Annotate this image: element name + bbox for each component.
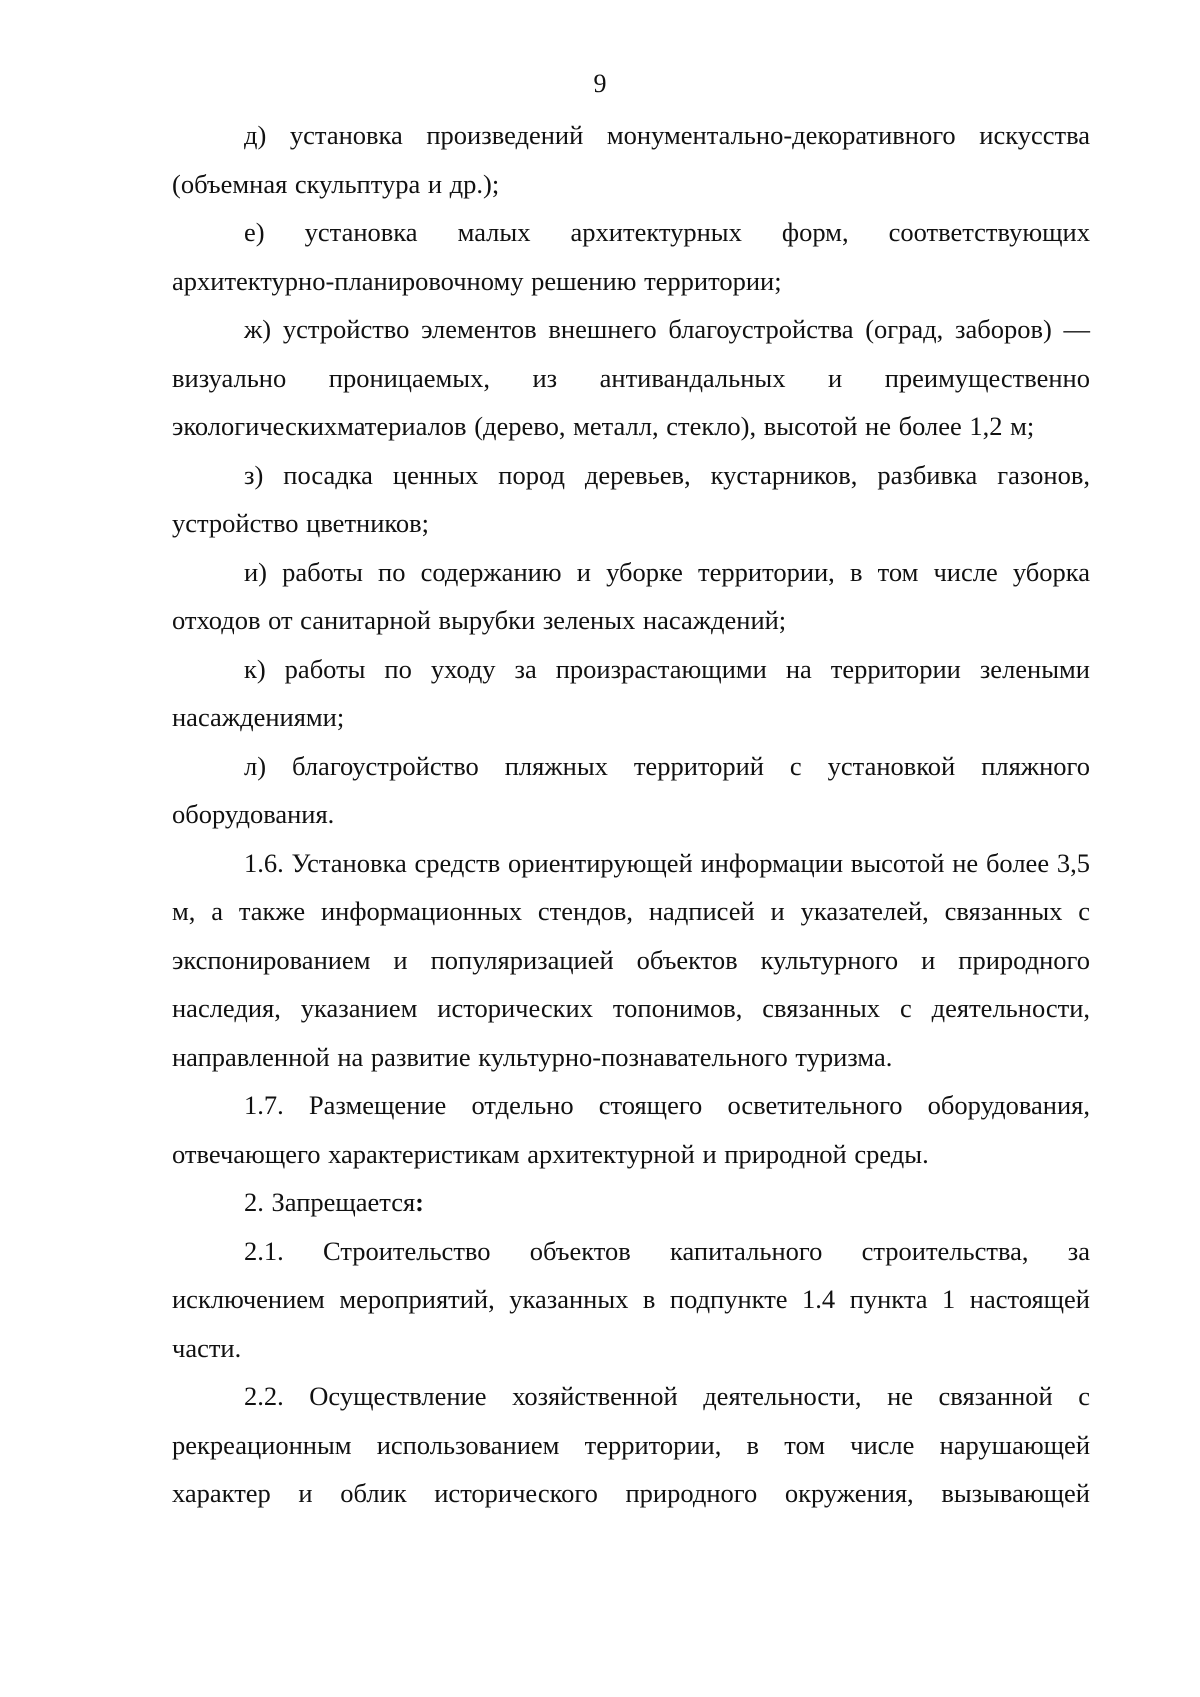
section-heading-2-colon: : xyxy=(415,1187,424,1217)
paragraph-2-2: 2.2. Осуществление хозяйственной деятельности, не связанной с рекреационным использованием территории, в том числе нарушающей характер и облик исторического природного окружения, вызывающей xyxy=(172,1381,1090,1508)
section-heading-2 xyxy=(172,1178,1090,1227)
section-heading-2-text: 2. Запрещается xyxy=(244,1187,416,1217)
paragraph-1-7: 1.7. Размещение отдельно стоящего осветительного оборудования, отвечающего характеристикам архитектурной и природной среды. xyxy=(172,1090,1090,1169)
page-number: 9 xyxy=(593,69,607,98)
paragraph-2-1: 2.1. Строительство объектов капитального строительства, за исключением мероприятий, указанных в подпункте 1.4 пункта 1 настоящей части. xyxy=(172,1235,1090,1363)
paragraph-1-6: 1.6. Установка средств ориентирующей информации высотой не более 3,5 м, а также информационных стендов, надписей и указателей, связанных с экспонированием и популяризацией объектов культурного и природного наследия, указанием исторических топонимов, связанных с деятельности, направленной на развитие культурно-познавательного туризма. xyxy=(172,847,1090,1072)
paragraph-item-z: з) посадка ценных пород деревьев, кустарников, разбивка газонов, устройство цветников; xyxy=(172,459,1090,538)
paragraph-item-i: и) работы по содержанию и уборке территории, в том числе уборка отходов от санитарной вырубки зеленых насаждений; xyxy=(172,556,1090,635)
paragraph-item-l: л) благоустройство пляжных территорий с установкой пляжного оборудования. xyxy=(172,750,1090,829)
paragraph-item-zh: ж) устройство элементов внешнего благоустройства (оград, заборов) — визуально проницаемых, из антивандальных и преимущественно экологическихматериалов (дерево, металл, стекло), высотой не более 1,2 м; xyxy=(172,314,1090,441)
paragraph-item-e: е) установка малых архитектурных форм, соответствующих архитектурно-планировочному решению территории; xyxy=(172,217,1090,296)
paragraph-item-k: к) работы по уходу за произрастающими на территории зелеными насаждениями; xyxy=(172,653,1090,732)
paragraph-item-d: д) установка произведений монументально-декоративного искусства (объемная скульптура и др.); xyxy=(172,120,1090,199)
document-body xyxy=(172,111,1090,1518)
